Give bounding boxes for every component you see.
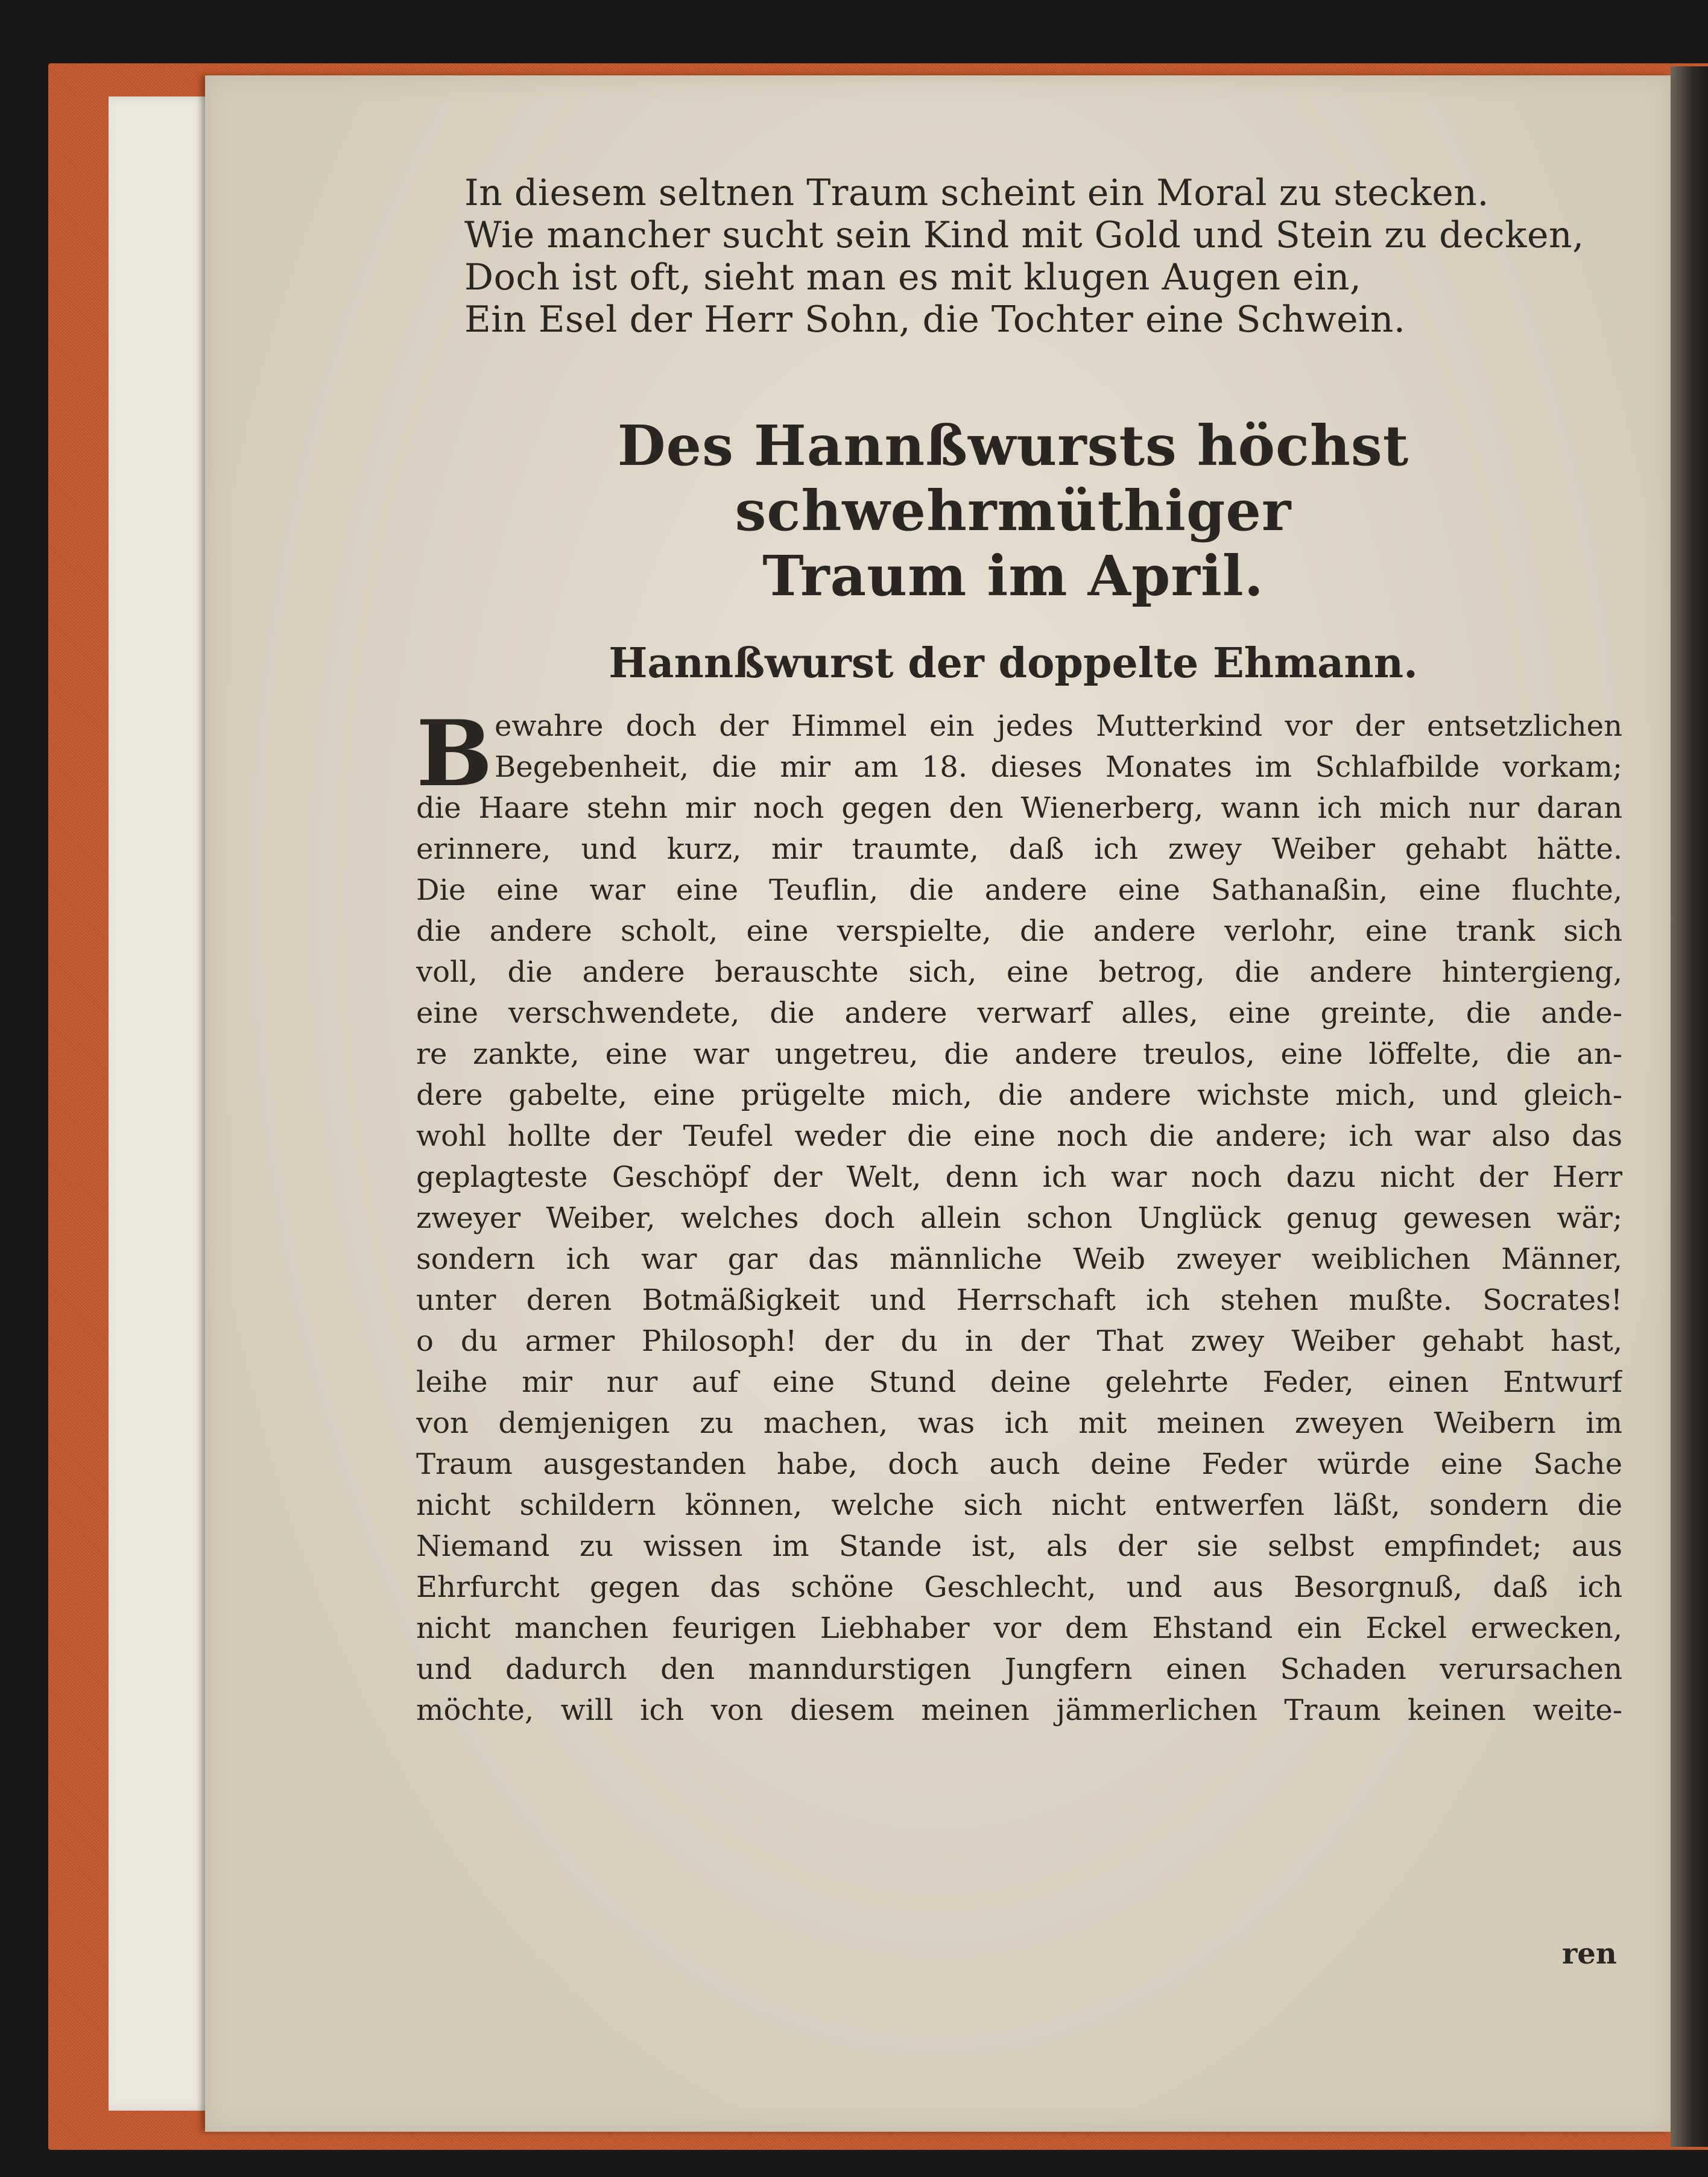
- catchword: ren: [1562, 1937, 1617, 1971]
- text-line: die andere scholt, eine verspielte, die andere verlohr, eine trank sich: [416, 914, 1622, 948]
- drop-cap: B: [416, 701, 493, 807]
- text-line: ewahre doch der Himmel ein jedes Mutterkind vor der entsetzlichen: [495, 709, 1622, 743]
- text-line: Ehrfurcht gegen das schöne Geschlecht, und aus Besorgnuß, daß ich: [416, 1570, 1622, 1604]
- text-line: erinnere, und kurz, mir traumte, daß ich zwey Weiber gehabt hätte.: [416, 832, 1622, 866]
- chapter-title-line: Traum im April.: [762, 543, 1264, 608]
- text-line: wohl hollte der Teufel weder die eine noch die andere; ich war also das: [416, 1119, 1622, 1153]
- text-line: o du armer Philosoph! der du in der That zwey Weiber gehabt hast,: [416, 1324, 1622, 1358]
- chapter-title: [410, 413, 1616, 608]
- text-line: re zankte, eine war ungetreu, die andere treulos, eine löffelte, die an-: [416, 1037, 1622, 1071]
- verse-line: Wie mancher sucht sein Kind mit Gold und Stein zu decken,: [464, 214, 1584, 256]
- text-line: von demjenigen zu machen, was ich mit meinen zweyen Weibern im: [416, 1406, 1622, 1440]
- text-line: sondern ich war gar das männliche Weib zweyer weiblichen Männer,: [416, 1242, 1622, 1276]
- text-line: nicht manchen feurigen Liebhaber vor dem Ehstand ein Eckel erwecken,: [416, 1611, 1622, 1645]
- text-line: voll, die andere berauschte sich, eine betrog, die andere hintergieng,: [416, 955, 1622, 989]
- text-line: Niemand zu wissen im Stande ist, als der sie selbst empfindet; aus: [416, 1529, 1622, 1563]
- flyleaf: [109, 96, 217, 2111]
- text-line: Traum ausgestanden habe, doch auch deine Feder würde eine Sache: [416, 1447, 1622, 1481]
- text-line: möchte, will ich von diesem meinen jämmerlichen Traum keinen weite-: [416, 1693, 1622, 1727]
- verse-line: In diesem seltnen Traum scheint ein Moral zu stecken.: [464, 172, 1489, 214]
- text-line: unter deren Botmäßigkeit und Herrschaft ich stehen mußte. Socrates!: [416, 1283, 1622, 1317]
- text-line: geplagteste Geschöpf der Welt, denn ich war noch dazu nicht der Herr: [416, 1160, 1622, 1194]
- text-line: leihe mir nur auf eine Stund deine gelehrte Feder, einen Entwurf: [416, 1365, 1622, 1399]
- verse-block: [464, 172, 1610, 341]
- chapter-title-line: Des Hannßwursts höchst schwehrmüthiger: [617, 413, 1409, 543]
- body-text: [416, 701, 1622, 1731]
- text-line: dere gabelte, eine prügelte mich, die andere wichste mich, und gleich-: [416, 1078, 1622, 1112]
- text-line: und dadurch den manndurstigen Jungfern einen Schaden verursachen: [416, 1652, 1622, 1686]
- section-heading: Hannßwurst der doppelte Ehmann.: [609, 639, 1418, 687]
- book-gutter: [1671, 66, 1708, 2147]
- book-page: [205, 75, 1671, 2132]
- text-line: Die eine war eine Teuflin, die andere eine Sathanaßin, eine fluchte,: [416, 873, 1622, 907]
- verse-line: Ein Esel der Herr Sohn, die Tochter eine Schwein.: [464, 299, 1406, 341]
- text-line: Begebenheit, die mir am 18. dieses Monates im Schlafbilde vorkam;: [495, 750, 1622, 784]
- page-text: [205, 75, 1671, 2132]
- text-line: zweyer Weiber, welches doch allein schon Unglück genug gewesen wär;: [416, 1201, 1622, 1235]
- text-line: eine verschwendete, die andere verwarf alles, eine greinte, die ande-: [416, 996, 1622, 1030]
- text-line: nicht schildern können, welche sich nicht entwerfen läßt, sondern die: [416, 1488, 1622, 1522]
- verse-line: Doch ist oft, sieht man es mit klugen Augen ein,: [464, 256, 1362, 299]
- text-line: die Haare stehn mir noch gegen den Wienerberg, wann ich mich nur daran: [416, 791, 1622, 825]
